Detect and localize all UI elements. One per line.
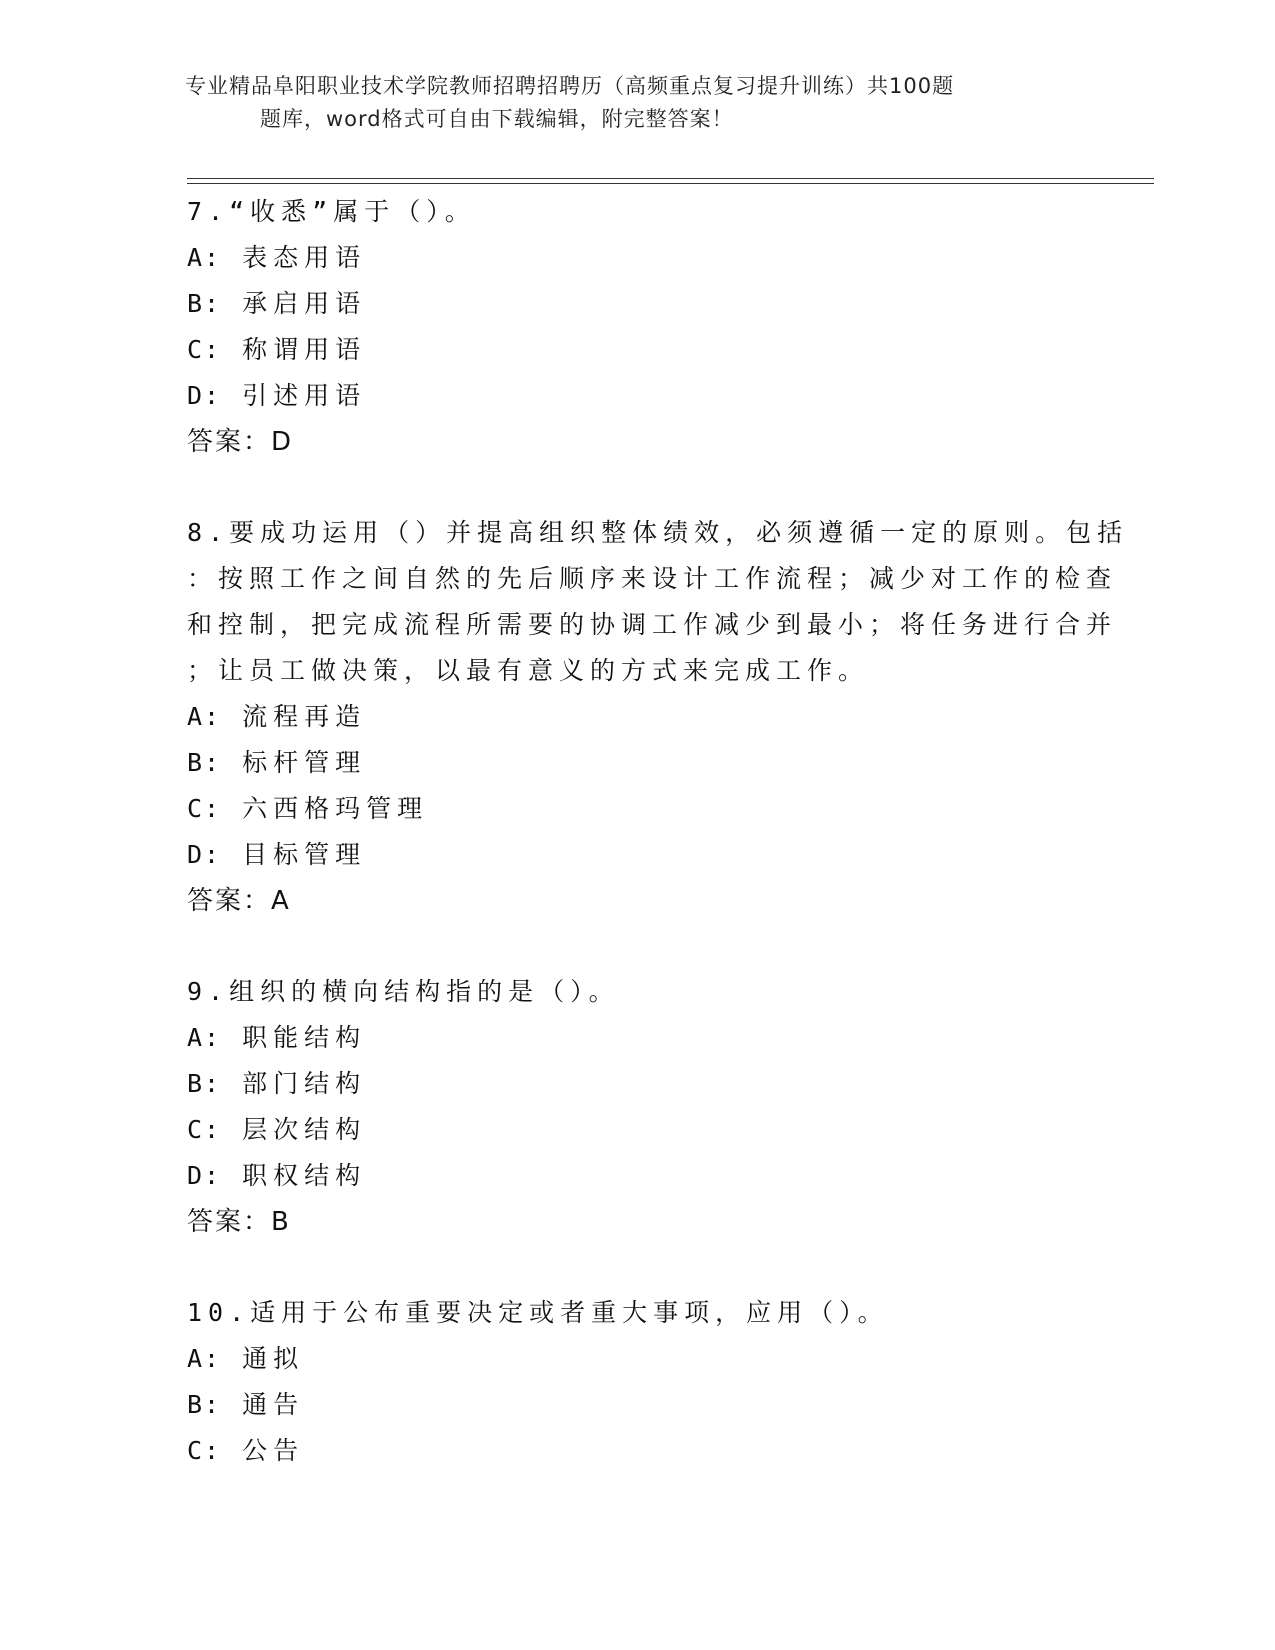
stem-line: 7.“收悉”属于（）。	[187, 197, 476, 226]
option-letter: C:	[187, 794, 222, 823]
option-a	[187, 1336, 1067, 1382]
question-stem	[187, 189, 1067, 235]
option-letter: A:	[187, 702, 222, 731]
header-rule-bottom	[187, 183, 1154, 184]
header-line-1: 专业精品阜阳职业技术学院教师招聘招聘历（高频重点复习提升训练）共100题	[185, 74, 955, 98]
stem-line: ；让员工做决策，以最有意义的方式来完成工作。	[187, 656, 870, 685]
option-text: 流程再造	[242, 702, 367, 731]
option-letter: A:	[187, 1023, 222, 1052]
option-letter: D:	[187, 381, 222, 410]
option-c	[187, 786, 1067, 832]
option-b	[187, 281, 1067, 327]
option-d	[187, 1153, 1067, 1199]
question-list	[187, 189, 1129, 1474]
option-letter: A:	[187, 1344, 222, 1373]
option-text: 表态用语	[242, 243, 367, 272]
header-line-2: 题库，word格式可自由下载编辑，附完整答案！	[260, 107, 734, 131]
option-d	[187, 832, 1067, 878]
option-letter: D:	[187, 1161, 222, 1190]
document-header	[185, 70, 1055, 136]
answer-line: 答案：A	[187, 886, 291, 916]
option-text: 引述用语	[242, 381, 367, 410]
option-letter: B:	[187, 748, 222, 777]
option-letter: C:	[187, 335, 222, 364]
option-letter: C:	[187, 1115, 222, 1144]
option-a	[187, 1015, 1067, 1061]
option-text: 层次结构	[242, 1115, 367, 1144]
question-stem	[187, 969, 1067, 1015]
option-letter: B:	[187, 289, 222, 318]
question-9	[187, 969, 1067, 1245]
option-text: 称谓用语	[242, 335, 367, 364]
answer-line: 答案：D	[187, 427, 294, 457]
option-letter: C:	[187, 1436, 222, 1465]
option-text: 通告	[242, 1390, 305, 1419]
stem-line: ：按照工作之间自然的先后顺序来设计工作流程；减少对工作的检查	[187, 564, 1118, 593]
header-rule-top	[187, 178, 1154, 179]
option-text: 职权结构	[242, 1161, 367, 1190]
option-c	[187, 327, 1067, 373]
option-letter: B:	[187, 1390, 222, 1419]
option-text: 职能结构	[242, 1023, 367, 1052]
option-letter: D:	[187, 840, 222, 869]
option-text: 部门结构	[242, 1069, 367, 1098]
option-a	[187, 235, 1067, 281]
option-d	[187, 373, 1067, 419]
question-10	[187, 1290, 1067, 1474]
stem-line: 8.要成功运用（）并提高组织整体绩效，必须遵循一定的原则。包括	[187, 518, 1129, 547]
question-7	[187, 189, 1067, 465]
option-text: 目标管理	[242, 840, 367, 869]
option-text: 公告	[242, 1436, 305, 1465]
option-a	[187, 694, 1067, 740]
stem-line: 10.适用于公布重要决定或者重大事项，应用（）。	[187, 1298, 889, 1327]
option-c	[187, 1107, 1067, 1153]
question-stem	[187, 510, 1129, 694]
stem-line: 9.组织的横向结构指的是（）。	[187, 977, 620, 1006]
option-text: 六西格玛管理	[242, 794, 429, 823]
option-letter: A:	[187, 243, 222, 272]
question-8	[187, 510, 1129, 924]
option-b	[187, 740, 1067, 786]
option-text: 通拟	[242, 1344, 305, 1373]
option-b	[187, 1061, 1067, 1107]
option-text: 承启用语	[242, 289, 367, 318]
option-text: 标杆管理	[242, 748, 367, 777]
option-b	[187, 1382, 1067, 1428]
stem-line: 和控制，把完成流程所需要的协调工作减少到最小；将任务进行合并	[187, 610, 1118, 639]
option-c	[187, 1428, 1067, 1474]
question-stem	[187, 1290, 1067, 1336]
option-letter: B:	[187, 1069, 222, 1098]
answer-line: 答案：B	[187, 1207, 291, 1237]
